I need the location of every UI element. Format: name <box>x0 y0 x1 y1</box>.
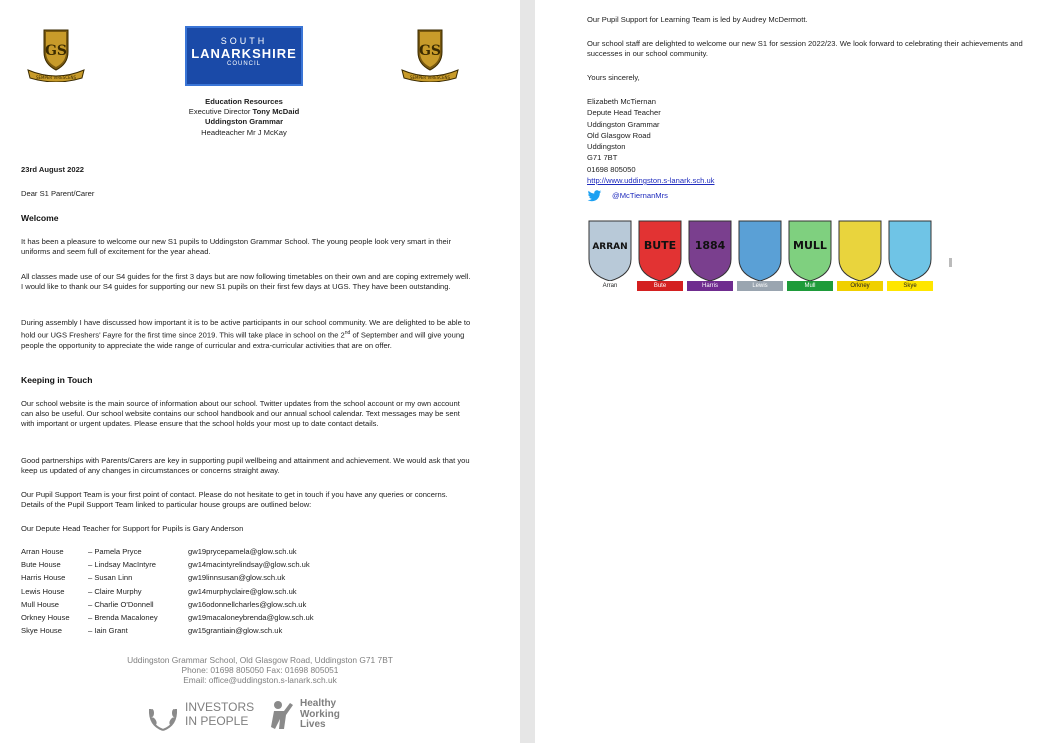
skye-shield-icon <box>887 219 933 283</box>
investors-in-people-logo: INVESTORS IN PEOPLE <box>145 697 260 733</box>
svg-text:MULL: MULL <box>793 239 827 252</box>
house-badge-label: Harris <box>687 281 733 291</box>
paragraph-pupil-support: Our Pupil Support Team is your first point of contact. Please do not hesitate to get in touch if you have any queries or concerns. Details of the Pupil Support Team linked to particular house groups are outlined below: <box>21 490 448 510</box>
closing: Yours sincerely, <box>587 73 640 82</box>
house-row: Skye House – Iain Grant gw15grantiain@glow.sch.uk <box>21 626 283 636</box>
house-badge-arran <box>587 219 633 291</box>
school-crest-icon <box>24 26 88 82</box>
laurel-wreath-icon <box>145 697 181 733</box>
department-name: Education Resources <box>205 97 283 106</box>
bute-shield-icon <box>637 219 683 283</box>
house-badge-label: Mull <box>787 281 833 291</box>
svg-text:SEMPER VIRESCENS: SEMPER VIRESCENS <box>409 75 451 80</box>
arran-shield-icon <box>587 219 633 283</box>
house-badge-label: Lewis <box>737 281 783 291</box>
lewis-shield-icon <box>737 219 783 283</box>
house-badge-label: Orkney <box>837 281 883 291</box>
house-row: Harris House – Susan Linn gw19linnsusan@glow.sch.uk <box>21 573 286 583</box>
house-badge-lewis <box>737 219 783 291</box>
page-footer <box>0 655 520 685</box>
svg-text:SEMPER VIRESCENS: SEMPER VIRESCENS <box>35 75 77 80</box>
house-badge-bute <box>637 219 683 291</box>
executive-director: Executive Director Tony McDaid <box>188 107 300 117</box>
letter-page-2 <box>535 0 1064 743</box>
school-name: Uddingston Grammar <box>204 117 284 127</box>
south-lanarkshire-council-logo: SOUTH LANARKSHIRE COUNCIL <box>185 26 303 86</box>
signature-block: Elizabeth McTiernan Depute Head Teacher Uddingston Grammar Old Glasgow Road Uddingston G71 7BT 01698 805050 <box>587 97 661 174</box>
person-figure-icon <box>270 699 296 731</box>
house-row: Lewis House – Claire Murphy gw14murphyclaire@glow.sch.uk <box>21 586 297 596</box>
paragraph-guides: All classes made use of our S4 guides for the first 3 days but are now following timetables on their own and are coping extremely well. I would like to thank our S4 guides for supporting our new S1 pupils on their first few days at UGS. They have been outstanding. <box>21 272 471 292</box>
footer-address: Uddingston Grammar School, Old Glasgow Road, Uddingston G71 7BT <box>127 655 393 665</box>
house-row: Mull House – Charlie O'Donnell gw16odonnellcharles@glow.sch.uk <box>21 599 307 609</box>
paragraph-partnerships: Good partnerships with Parents/Carers are key in supporting pupil wellbeing and attainment and achievement. We would ask that you keep us updated of any changes in circumstances or concerns straight away. <box>21 456 470 476</box>
house-contacts-table <box>21 545 388 637</box>
harris-shield-icon <box>687 219 733 283</box>
house-row: Orkney House – Brenda Macaloney gw19macaloneybrenda@glow.sch.uk <box>21 613 314 623</box>
keeping-in-touch-heading: Keeping in Touch <box>21 375 93 385</box>
house-badge-label: Arran <box>587 281 633 291</box>
twitter-bird-icon <box>587 190 602 202</box>
paragraph-learning-team: Our Pupil Support for Learning Team is led by Audrey McDermott. <box>587 15 808 24</box>
svg-text:ARRAN: ARRAN <box>592 242 628 252</box>
svg-text:1884: 1884 <box>694 239 726 252</box>
orkney-shield-icon <box>837 219 883 283</box>
letter-page-1 <box>0 0 520 743</box>
svg-text:BUTE: BUTE <box>643 239 677 252</box>
house-row: Arran House – Pamela Pryce gw19prycepamela@glow.sch.uk <box>21 547 297 556</box>
mull-shield-icon <box>787 219 833 283</box>
house-badge-mull <box>787 219 833 291</box>
house-row: Bute House – Lindsay MacIntyre gw14macintyrelindsay@glow.sch.uk <box>21 560 310 570</box>
paragraph-depute: Our Depute Head Teacher for Support for Pupils is Gary Anderson <box>21 524 244 533</box>
house-badge-label: Bute <box>637 281 683 291</box>
footer-phone: Phone: 01698 805050 Fax: 01698 805051 <box>181 665 339 675</box>
house-badges <box>587 219 939 293</box>
paragraph-website: Our school website is the main source of information about our school. Twitter updates from the school account or my own account can also be useful. Our school website contains our school handbook and our annual school calendar. Text messages may be sent with important or urgent updates. Please ensure that the school holds your most up to date contact details. <box>21 399 460 429</box>
paragraph-freshers: During assembly I have discussed how important it is to be active participants in our school community. We are delighted to be able to hold our UGS Freshers' Fayre for the first time since 2019. This will take place in school on the 2nd of September and will give young people the opportunity to appreciate the wide range of curricular and extra-curricular activities that are on offer. <box>21 318 471 350</box>
svg-text:GS: GS <box>44 43 68 59</box>
healthy-working-lives-logo: Healthy Working Lives <box>270 699 350 733</box>
paragraph-welcome-s1: Our school staff are delighted to welcome our new S1 for session 2022/23. We look forward to celebrating their achievements and successes in our school community. <box>587 39 1023 59</box>
school-website-link[interactable]: http://www.uddingston.s-lanark.sch.uk <box>587 176 715 185</box>
letterhead <box>144 97 344 138</box>
svg-text:GS: GS <box>418 43 442 59</box>
house-badge-label: Skye <box>887 281 933 291</box>
headteacher: Headteacher Mr J McKay <box>201 127 287 137</box>
scroll-marker <box>949 258 952 267</box>
paragraph-welcome: It has been a pleasure to welcome our new S1 pupils to Uddingston Grammar School. The young people look very smart in their uniforms and seem full of excitement for the year ahead. <box>21 237 451 257</box>
twitter-handle[interactable]: @McTiernanMrs <box>587 189 668 203</box>
house-badge-harris <box>687 219 733 291</box>
footer-email: Email: office@uddingston.s-lanark.sch.uk <box>183 675 337 685</box>
letter-date: 23rd August 2022 <box>21 165 85 174</box>
welcome-heading: Welcome <box>21 213 59 223</box>
school-crest-icon <box>398 26 462 82</box>
house-badge-skye <box>887 219 933 291</box>
house-badge-orkney <box>837 219 883 291</box>
salutation: Dear S1 Parent/Carer <box>21 189 95 198</box>
